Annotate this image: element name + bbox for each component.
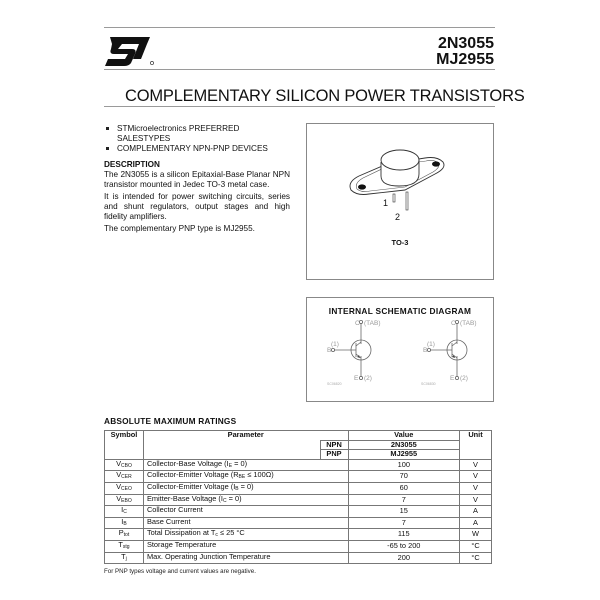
feature-item: STMicroelectronics PREFERRED SALESTYPES	[104, 124, 294, 144]
feature-item: COMPLEMENTARY NPN-PNP DEVICES	[104, 144, 294, 154]
description-section	[104, 160, 290, 236]
description-paragraph: The 2N3055 is a silicon Epitaxial-Base Planar NPN transistor mounted in Jedec TO-3 metal case.	[104, 170, 290, 189]
ratings-title: ABSOLUTE MAXIMUM RATINGS	[104, 416, 237, 426]
parameter-cell: Emitter-Base Voltage (IC = 0)	[143, 494, 348, 506]
symbol-cell: VCBO	[105, 459, 144, 471]
unit-cell: A	[460, 506, 492, 518]
value-cell: 200	[348, 552, 460, 564]
pin-2-label: 2	[395, 212, 401, 222]
table-row	[105, 482, 492, 494]
header-rule	[104, 69, 495, 70]
parameter-cell: Storage Temperature	[143, 540, 348, 552]
unit-cell: °C	[460, 540, 492, 552]
symbol-cell: Ptot	[105, 529, 144, 541]
transistor-symbols-icon	[307, 298, 493, 401]
description-heading: DESCRIPTION	[104, 160, 160, 169]
parameter-cell: Collector Current	[143, 506, 348, 518]
symbol-cell: Tj	[105, 552, 144, 564]
unit-cell: A	[460, 517, 492, 529]
svg-text:C: C	[451, 320, 456, 327]
value-cell: 7	[348, 517, 460, 529]
pnp-label: PNP	[320, 450, 348, 460]
symbol-cell: Tstg	[105, 540, 144, 552]
value-cell: 60	[348, 482, 460, 494]
top-rule	[104, 27, 495, 28]
pin-1-label: 1	[383, 198, 389, 208]
parameter-cell: Base Current	[143, 517, 348, 529]
unit-cell: V	[460, 482, 492, 494]
unit-cell: W	[460, 529, 492, 541]
svg-text:(TAB): (TAB)	[364, 320, 381, 327]
ratings-table	[104, 430, 492, 564]
svg-text:E: E	[450, 375, 455, 382]
svg-text:C: C	[355, 320, 360, 327]
parameter-cell: Collector-Emitter Voltage (RBE ≤ 100Ω)	[143, 471, 348, 483]
svg-text:E: E	[354, 375, 359, 382]
symbol-cell: IB	[105, 517, 144, 529]
bullet-icon	[106, 147, 109, 150]
svg-text:(2): (2)	[460, 375, 468, 382]
value-cell: 70	[348, 471, 460, 483]
part-number-pnp: MJ2955	[436, 51, 494, 68]
unit-cell: V	[460, 471, 492, 483]
to3-package-icon	[307, 124, 493, 279]
st-logo-icon	[104, 35, 154, 67]
svg-text:(2): (2)	[364, 375, 372, 382]
svg-text:(1): (1)	[427, 341, 435, 348]
col-header-unit: Unit	[460, 431, 492, 460]
svg-text:B: B	[327, 347, 332, 354]
value-cell: 100	[348, 459, 460, 471]
parameter-cell: Collector-Emitter Voltage (IB = 0)	[143, 482, 348, 494]
svg-text:SC06820: SC06820	[327, 382, 342, 386]
value-cell: -65 to 200	[348, 540, 460, 552]
col-header-parameter: Parameter	[143, 431, 348, 441]
table-row	[105, 494, 492, 506]
symbol-cell: VCER	[105, 471, 144, 483]
value-cell: 15	[348, 506, 460, 518]
parameter-cell: Collector-Base Voltage (IE = 0)	[143, 459, 348, 471]
svg-text:(1): (1)	[331, 341, 339, 348]
table-row	[105, 529, 492, 541]
npn-part: 2N3055	[348, 440, 460, 450]
unit-cell: °C	[460, 552, 492, 564]
parameter-cell: Max. Operating Junction Temperature	[143, 552, 348, 564]
package-figure	[306, 123, 494, 280]
svg-text:(TAB): (TAB)	[460, 320, 477, 327]
value-cell: 115	[348, 529, 460, 541]
table-row	[105, 471, 492, 483]
table-row	[105, 517, 492, 529]
feature-list	[104, 124, 294, 154]
package-label: TO-3	[391, 238, 409, 247]
title-rule	[104, 106, 495, 107]
symbol-cell: IC	[105, 506, 144, 518]
unit-cell: V	[460, 459, 492, 471]
pnp-part: MJ2955	[348, 450, 460, 460]
col-header-value: Value	[348, 431, 460, 441]
table-row	[105, 552, 492, 564]
table-row	[105, 540, 492, 552]
value-cell: 7	[348, 494, 460, 506]
document-title: COMPLEMENTARY SILICON POWER TRANSISTORS	[125, 87, 525, 105]
parameter-cell: Total Dissipation at Tc ≤ 25 °C	[143, 529, 348, 541]
svg-text:SC06830: SC06830	[421, 382, 436, 386]
table-row	[105, 506, 492, 518]
symbol-cell: VEBO	[105, 494, 144, 506]
description-paragraph: The complementary PNP type is MJ2955.	[104, 224, 255, 233]
unit-cell: V	[460, 494, 492, 506]
symbol-cell: VCEO	[105, 482, 144, 494]
col-header-symbol: Symbol	[105, 431, 144, 460]
bullet-icon	[106, 127, 109, 130]
table-row	[105, 459, 492, 471]
ratings-note: For PNP types voltage and current values are negative.	[104, 568, 256, 575]
svg-text:B: B	[423, 347, 428, 354]
description-paragraph: It is intended for power switching circuits, series and shunt regulators, output stages and high fidelity amplifiers.	[104, 192, 290, 221]
schematic-title: INTERNAL SCHEMATIC DIAGRAM	[328, 306, 472, 316]
part-number-npn: 2N3055	[437, 35, 494, 52]
schematic-figure	[306, 297, 494, 402]
npn-label: NPN	[320, 440, 348, 450]
